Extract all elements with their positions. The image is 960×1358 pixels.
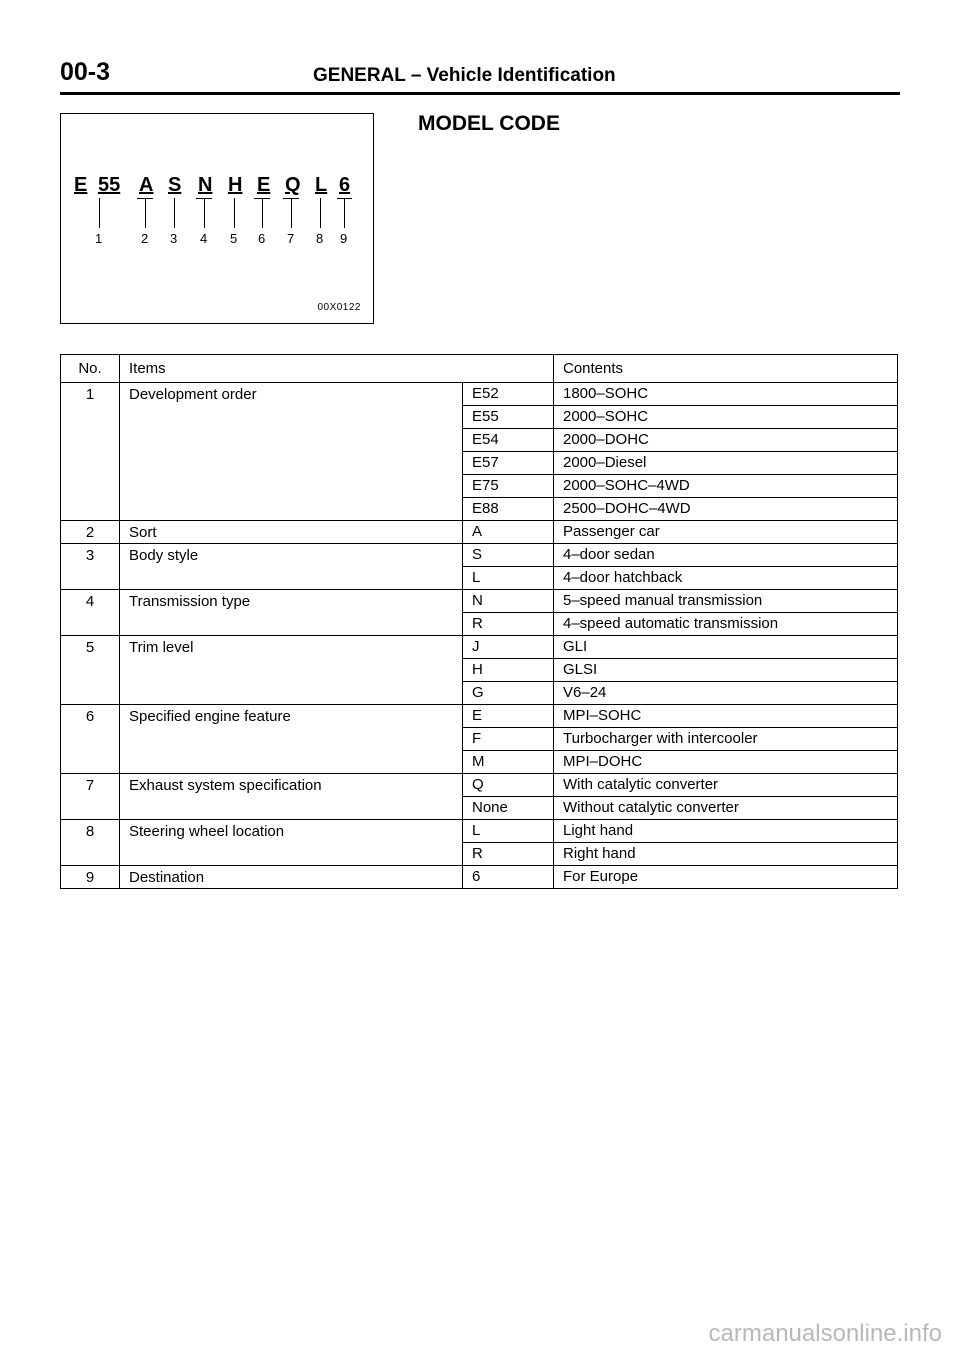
code-leader-tick	[196, 198, 212, 199]
code-char-A: A	[139, 174, 154, 196]
row-item: Transmission type	[120, 590, 463, 635]
code-leader-tick	[337, 198, 352, 199]
entry-row	[463, 590, 897, 613]
entry-row	[463, 843, 897, 865]
entry-row	[463, 383, 897, 406]
entry-code: E88	[463, 498, 554, 520]
row-item: Exhaust system specification	[120, 774, 463, 819]
code-leader-line	[174, 198, 175, 228]
entry-content: Passenger car	[563, 523, 660, 540]
entry-row	[463, 797, 897, 819]
entry-code: S	[463, 544, 554, 566]
entry-row	[463, 567, 897, 589]
entry-code: E	[463, 705, 554, 727]
entry-content: 2500–DOHC–4WD	[563, 500, 691, 517]
row-item: Sort	[120, 521, 463, 543]
header-no: No.	[61, 355, 120, 382]
row-entries	[463, 383, 897, 520]
code-char-H: H	[228, 174, 243, 196]
table-header-row	[61, 355, 897, 383]
entry-row	[463, 820, 897, 843]
row-number: 3	[61, 544, 120, 589]
row-entries	[463, 774, 897, 819]
entry-code: L	[463, 567, 554, 589]
code-leader-line	[262, 198, 263, 228]
code-char-E2: E	[257, 174, 271, 196]
entry-row	[463, 498, 897, 520]
table-row	[61, 383, 897, 521]
entry-row	[463, 613, 897, 635]
entry-row	[463, 544, 897, 567]
entry-code: A	[463, 521, 554, 543]
entry-code: L	[463, 820, 554, 842]
row-number: 9	[61, 866, 120, 888]
model-code-figure	[60, 113, 374, 324]
entry-content: 4–door hatchback	[563, 569, 683, 586]
entry-row	[463, 682, 897, 704]
page-title: GENERAL – Vehicle Identification	[313, 65, 616, 86]
entry-content: With catalytic converter	[563, 776, 719, 793]
entry-content: Turbocharger with intercooler	[563, 730, 758, 747]
table-row	[61, 636, 897, 705]
row-number: 1	[61, 383, 120, 520]
code-position-number: 6	[258, 231, 266, 246]
code-leader-line	[234, 198, 235, 228]
code-char-L: L	[315, 174, 328, 196]
row-item: Steering wheel location	[120, 820, 463, 865]
entry-content: Light hand	[563, 822, 634, 839]
code-position-number: 8	[316, 231, 324, 246]
code-position-number: 1	[95, 231, 103, 246]
code-leader-tick	[283, 198, 299, 199]
entry-content: 5–speed manual transmission	[563, 592, 763, 609]
entry-code: F	[463, 728, 554, 750]
row-number: 5	[61, 636, 120, 704]
header-rule	[60, 92, 900, 95]
code-leader-tick	[254, 198, 270, 199]
entry-content: GLSI	[563, 661, 598, 678]
entry-content: V6–24	[563, 684, 607, 701]
entry-row	[463, 774, 897, 797]
code-leader-line	[344, 198, 345, 228]
entry-code: E55	[463, 406, 554, 428]
row-item: Trim level	[120, 636, 463, 704]
entry-content: For Europe	[563, 868, 639, 885]
entry-code: 6	[463, 866, 554, 888]
entry-row	[463, 452, 897, 475]
code-char-E: E	[74, 174, 88, 196]
code-position-number: 7	[287, 231, 295, 246]
code-position-number: 9	[340, 231, 348, 246]
entry-code: N	[463, 590, 554, 612]
entry-code: J	[463, 636, 554, 658]
row-entries	[463, 705, 897, 773]
entry-content: Right hand	[563, 845, 636, 862]
page-number: 00-3	[60, 58, 111, 86]
row-item: Body style	[120, 544, 463, 589]
table-row	[61, 544, 897, 590]
entry-content: 4–speed automatic transmission	[563, 615, 779, 632]
table-row	[61, 521, 897, 544]
entry-code: None	[463, 797, 554, 819]
entry-row	[463, 636, 897, 659]
row-number: 8	[61, 820, 120, 865]
entry-content: 4–door sedan	[563, 546, 655, 563]
entry-row	[463, 705, 897, 728]
code-char-Q: Q	[285, 174, 301, 196]
entry-content: 2000–SOHC–4WD	[563, 477, 690, 494]
watermark: carmanualsonline.info	[708, 1320, 942, 1347]
entry-code: Q	[463, 774, 554, 796]
code-char-S: S	[168, 174, 182, 196]
entry-content: 1800–SOHC	[563, 385, 649, 402]
code-leader-line	[320, 198, 321, 228]
entry-row	[463, 751, 897, 773]
code-position-number: 5	[230, 231, 238, 246]
code-position-number: 4	[200, 231, 208, 246]
entry-content: 2000–Diesel	[563, 454, 647, 471]
table-row	[61, 705, 897, 774]
code-position-number: 2	[141, 231, 149, 246]
entry-code: M	[463, 751, 554, 773]
code-leader-line	[204, 198, 205, 228]
entry-row	[463, 406, 897, 429]
entry-content: 2000–DOHC	[563, 431, 649, 448]
entry-code: E52	[463, 383, 554, 405]
code-leader-line	[291, 198, 292, 228]
entry-row	[463, 866, 897, 888]
row-number: 4	[61, 590, 120, 635]
header-items: Items	[120, 355, 554, 382]
code-leader-line	[99, 198, 100, 228]
code-leader-line	[145, 198, 146, 228]
row-item: Destination	[120, 866, 463, 888]
entry-code: H	[463, 659, 554, 681]
table-row	[61, 590, 897, 636]
entry-content: GLI	[563, 638, 588, 655]
entry-row	[463, 728, 897, 751]
code-char-N: N	[198, 174, 213, 196]
header-contents: Contents	[563, 360, 624, 377]
entry-code: R	[463, 843, 554, 865]
row-entries	[463, 544, 897, 589]
code-leader-tick	[137, 198, 153, 199]
row-entries	[463, 590, 897, 635]
table-body	[61, 383, 897, 888]
entry-code: E75	[463, 475, 554, 497]
row-item: Specified engine feature	[120, 705, 463, 773]
table-row	[61, 774, 897, 820]
row-number: 6	[61, 705, 120, 773]
row-entries	[463, 521, 897, 543]
entry-row	[463, 475, 897, 498]
section-title: MODEL CODE	[418, 112, 560, 135]
entry-content: 2000–SOHC	[563, 408, 649, 425]
row-entries	[463, 636, 897, 704]
entry-content: MPI–SOHC	[563, 707, 642, 724]
entry-row	[463, 521, 897, 543]
entry-code: E57	[463, 452, 554, 474]
row-entries	[463, 866, 897, 888]
entry-code: R	[463, 613, 554, 635]
row-entries	[463, 820, 897, 865]
row-number: 2	[61, 521, 120, 543]
table-row	[61, 820, 897, 866]
row-item: Development order	[120, 383, 463, 520]
code-char-55: 55	[98, 174, 121, 196]
model-code-table	[60, 354, 898, 889]
entry-row	[463, 659, 897, 682]
entry-code: E54	[463, 429, 554, 451]
code-position-number: 3	[170, 231, 178, 246]
row-number: 7	[61, 774, 120, 819]
entry-content: Without catalytic converter	[563, 799, 739, 816]
entry-code: G	[463, 682, 554, 704]
figure-id: 00X0122	[317, 302, 361, 313]
entry-row	[463, 429, 897, 452]
table-row	[61, 866, 897, 888]
code-char-6: 6	[339, 174, 351, 196]
entry-content: MPI–DOHC	[563, 753, 643, 770]
